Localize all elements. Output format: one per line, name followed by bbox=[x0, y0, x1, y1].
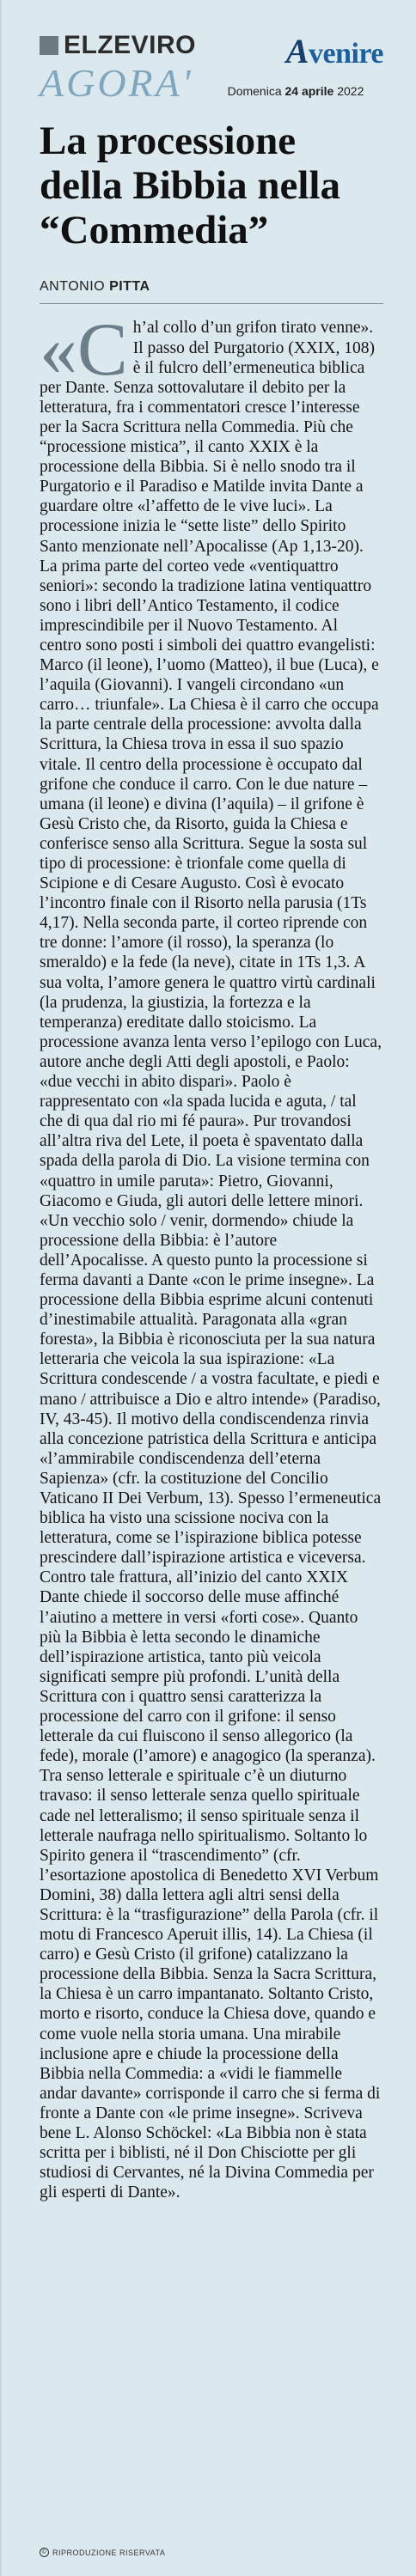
drop-cap: «C bbox=[40, 308, 128, 393]
publication-date bbox=[228, 84, 364, 103]
copyright-text: RIPRODUZIONE RISERVATA bbox=[52, 2548, 166, 2557]
copyright-icon: © bbox=[40, 2548, 49, 2557]
square-icon bbox=[40, 36, 58, 55]
article-title: La processione della Bibbia nella “Commedia” bbox=[40, 119, 340, 253]
date-year: 2022 bbox=[337, 84, 364, 98]
author-last-name: PITTA bbox=[109, 279, 150, 295]
article-paragraph: h’al collo d’un grifon tirato venne». Il passo del Purgatorio (XXIX, 108) è il fulcro dell’ermeneutica biblica per Dante. Senza sottovalutare il debito per la letteratura, fra i commentatori cresce l’interesse per la Sacra Scrittura nella Commedia. Più che “processione mistica”, il canto XXIX è la processione della Bibbia. Si è nello snodo tra il Purgatorio e il Paradiso e Matilde invita Dante a guardare oltre «l’affetto de le vive luci». La processione inizia le “sette liste” dello Spirito Santo menzionate nell’Apocalisse (Ap 1,13-20). La prima parte del corteo vede «ventiquattro seniori»: secondo la tradizione latina ventiquattro sono i libri dell’Antico Testamento, il codice imprescindibile per il Nuovo Testamento. Al centro sono posti i simboli dei quattro evangelisti: Marco (il leone), l’uomo (Matteo), il bue (Luca), e l’aquila (Giovanni). I vangeli circondano «un carro… triunfale». La Chiesa è il carro che occupa la parte centrale della processione: avvolta dalla Scrittura, la Chiesa trova in essa il suo spazio vitale. Il centro della processione è occupato dal grifone che conduce il carro. Con le due nature – umana (il leone) e divina (l’aquila) – il grifone è Gesù Cristo che, da Risorto, guida la Chiesa e conferisce senso alla Scrittura. Segue la sosta sul tipo di processione: è trionfale come quella di Scipione e di Cesare Augusto. Così è evocato l’incontro finale con il Risorto nella parusia (1Ts 4,17). Nella seconda parte, il corteo riprende con tre donne: l’amore (il rosso), la speranza (lo smeraldo) e la fede (la neve), citate in 1Ts 1,3. A sua volta, l’amore genera le quattro virtù cardinali (la prudenza, la giustizia, la fortezza e la temperanza) ereditate dallo stoicismo. La processione avanza lenta verso l’epilogo con Luca, autore anche degli Atti degli apostoli, e Paolo: «due vecchi in abito dispari». Paolo è rappresentato con «la spada lucida e aguta, / tal che di qua dal rio mi fé paura». Pur trovandosi all’altra riva del Lete, il poeta è spaventato dalla spada della parola di Dio. La visione termina con «quattro in umile paruta»: Pietro, Giovanni, Giacomo e Giuda, gli autori delle lettere minori. «Un vecchio solo / venir, dormendo» chiude la processione della Bibbia: è l’autore dell’Apocalisse. A questo punto la processione si ferma davanti a Dante «con le prime insegne». La processione della Bibbia esprime alcuni contenuti d’inestimabile attualità. Paragonata alla «gran foresta», la Bibbia è riconosciuta per la sua natura letteraria che veicola la sua ispirazione: «La Scrittura condescende / a vostra facultate, e piedi e mano / attribuisce a Dio e altro intende» (Paradiso, IV, 43-45). Il motivo della condiscendenza rinvia alla concezione patristica della Scrittura e anticipa «l’ammirabile condiscendenza dell’eterna Sapienza» (cfr. la costituzione del Concilio Vaticano II Dei Verbum, 13). Spesso l’ermeneutica biblica ha visto una scissione nociva con la letteratura, come se l’ispirazione biblica potesse prescindere dall’ispirazione artistica e viceversa. Contro tale frattura, all’inizio del canto XXIX Dante chiede il soccorso delle muse affinché l’aiutino a mettere in versi «forti cose». Quanto più la Bibbia è letta secondo le dinamiche dell’ispirazione artistica, tanto più veicola significati sempre più profondi. L’unità della Scrittura con i quattro sensi caratterizza la processione del carro con il grifone: il senso letterale da cui fluiscono il senso allegorico (la fede), morale (l’amore) e anagogico (la speranza). Tra senso letterale e spirituale c’è un diuturno travaso: il senso letterale senza quello spirituale cade nel letteralismo; il senso spirituale senza il letterale naufraga nello spiritualismo. Soltanto lo Spirito genera il “trascendimento” (cfr. l’esortazione apostolica di Benedetto XVI Verbum Domini, 38) dalla lettera agli altri sensi della Scrittura: è la “trasfigurazione” della Parola (cfr. il motu di Francesco Aperuit illis, 14). La Chiesa (il carro) e Gesù Cristo (il grifone) catalizzano la processione della Bibbia. Senza la Sacra Scrittura, la Chiesa è un carro impantanato. Soltanto Cristo, morto e risorto, conduce la Chiesa dove, quando e come vuole nella storia umana. Una mirabile inclusione apre e chiude la processione della Bibbia nella Commedia: a «vidi le fiammelle andar davante» corrisponde il carro che si ferma di fronte a Dante con «le prime insegne». Scriveva bene L. Alonso Schöckel: «La Bibbia non è stata scritta per i biblisti, né il Don Chisciotte per gli studiosi di Cervantes, né la Divina Commedia per gli esperti di Dante». bbox=[40, 319, 382, 2202]
date-day: 24 aprile bbox=[284, 84, 334, 98]
top-strip bbox=[2, 0, 416, 26]
byline bbox=[40, 279, 383, 304]
article-body bbox=[40, 308, 383, 2202]
section-bar bbox=[40, 31, 196, 60]
author-first-name: ANTONIO bbox=[40, 279, 106, 295]
date-weekday: Domenica bbox=[227, 84, 282, 98]
supplement-title: AGORA' bbox=[40, 61, 193, 105]
masthead bbox=[40, 31, 383, 105]
section-label: ELZEVIRO bbox=[64, 31, 197, 59]
supplement-row bbox=[40, 61, 383, 105]
copyright-notice bbox=[40, 2548, 165, 2557]
logo-rest: venire bbox=[308, 38, 383, 70]
logo-initial: A bbox=[285, 32, 309, 70]
